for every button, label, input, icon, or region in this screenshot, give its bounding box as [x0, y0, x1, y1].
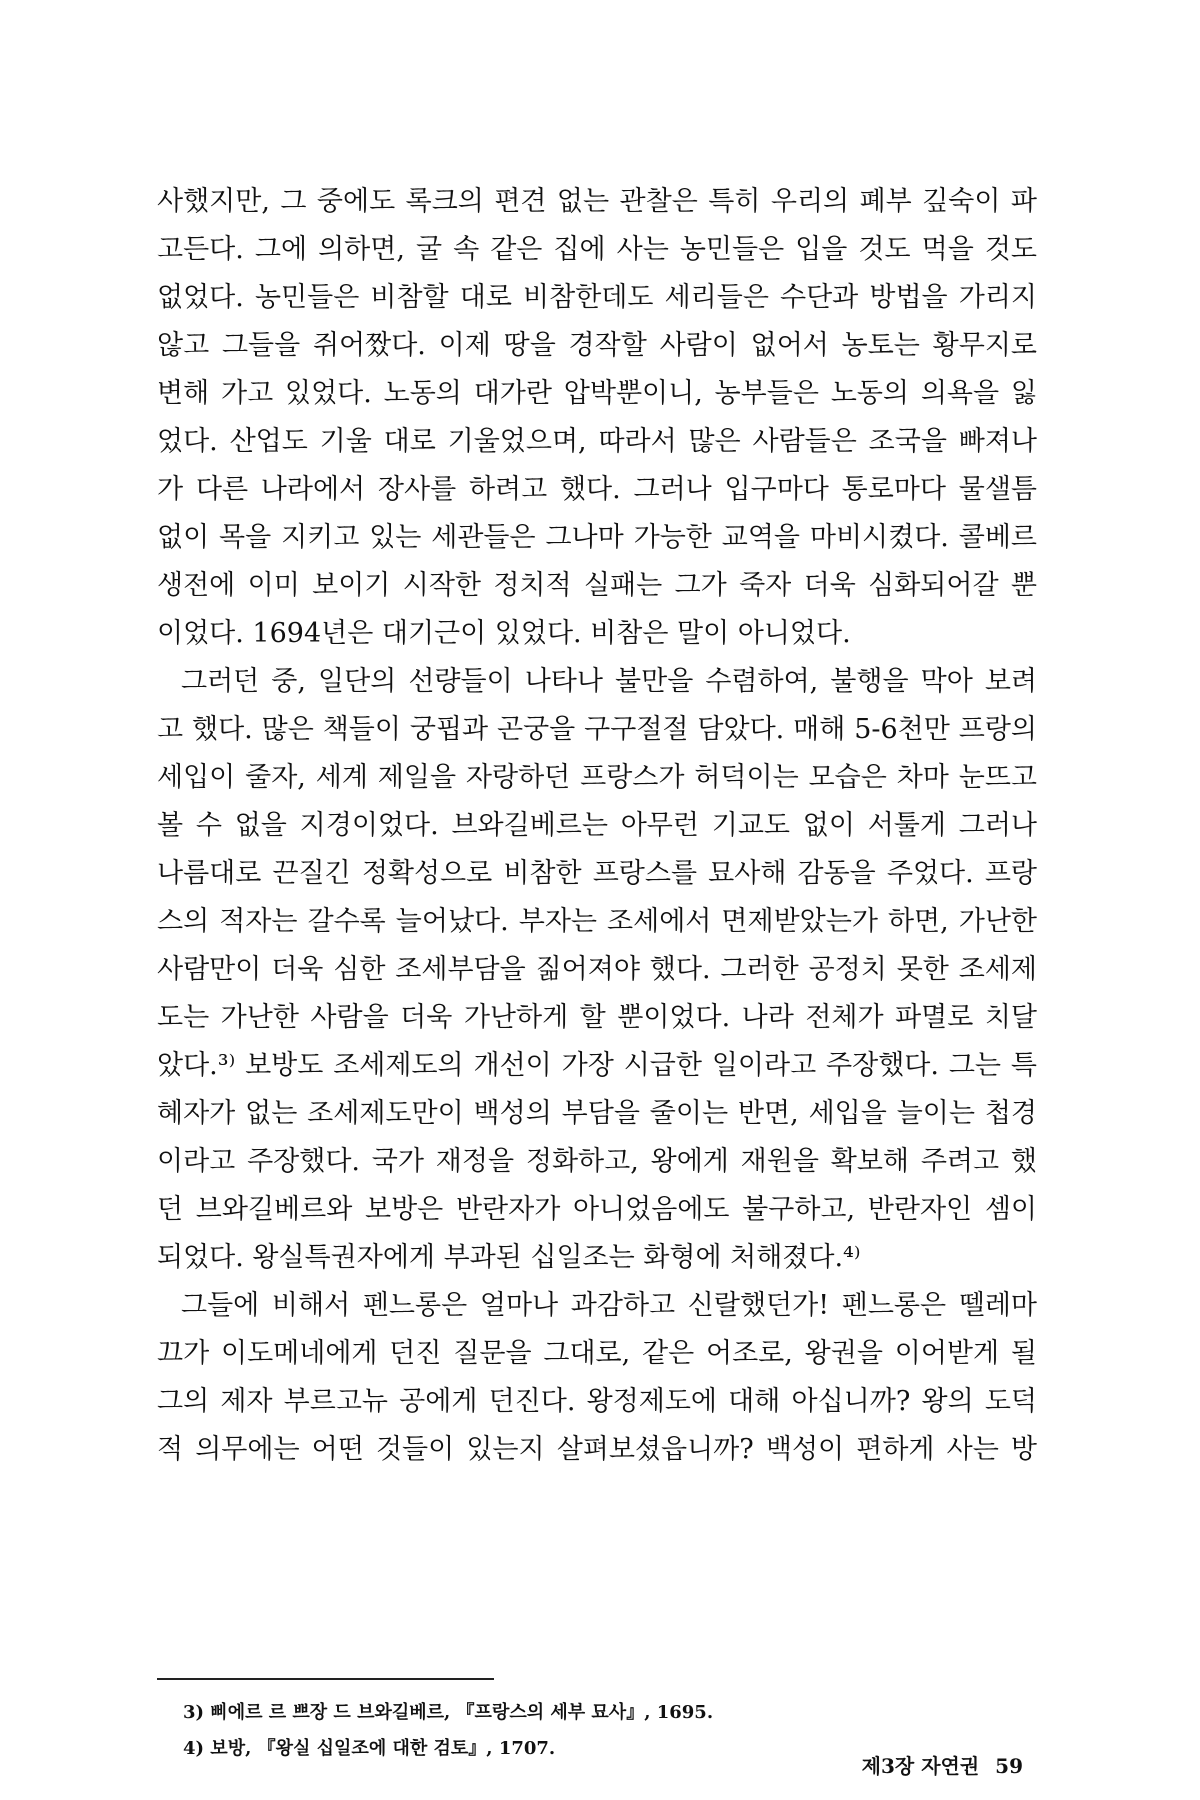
page-number: 59 [995, 1754, 1023, 1778]
text-line: 생전에 이미 보이기 시작한 정치적 실패는 그가 죽자 더욱 심화되어갈 뿐 [157, 570, 1037, 601]
text-line: 스의 적자는 갈수록 늘어났다. 부자는 조세에서 면제받았는가 하면, 가난한 [157, 906, 1037, 937]
text-line: 없었다. 농민들은 비참할 대로 비참한데도 세리들은 수단과 방법을 가리지 [157, 282, 1037, 313]
running-footer [862, 1750, 1023, 1779]
text-line: 나름대로 끈질긴 정확성으로 비참한 프랑스를 묘사해 감동을 주었다. 프랑 [157, 858, 1037, 889]
text-line: 그의 제자 부르고뉴 공에게 던진다. 왕정제도에 대해 아십니까? 왕의 도덕 [157, 1386, 1037, 1417]
footnote-3: 3) 삐에르 르 쁘장 드 브와길베르, 『프랑스의 세부 묘사』, 1695. [183, 1702, 714, 1723]
text-line: 이었다. 1694년은 대기근이 있었다. 비참은 말이 아니었다. [157, 618, 851, 649]
text-line: 세입이 줄자, 세계 제일을 자랑하던 프랑스가 허덕이는 모습은 차마 눈뜨고 [157, 762, 1037, 793]
text-line: 않고 그들을 쥐어짰다. 이제 땅을 경작할 사람이 없어서 농토는 황무지로 [157, 330, 1037, 361]
footnote-4: 4) 보방, 『왕실 십일조에 대한 검토』, 1707. [183, 1738, 556, 1759]
text-line: 그러던 중, 일단의 선량들이 나타나 불만을 수렴하여, 불행을 막아 보려 [181, 666, 1037, 697]
text-line: 변해 가고 있었다. 노동의 대가란 압박뿐이니, 농부들은 노동의 의욕을 잃 [157, 378, 1037, 409]
chapter-title: 제3장 자연권 [861, 1754, 980, 1778]
text-line: 그들에 비해서 펜느롱은 얼마나 과감하고 신랄했던가! 펜느롱은 뗄레마 [181, 1290, 1037, 1321]
text-line: 았다.³⁾ 보방도 조세제도의 개선이 가장 시급한 일이라고 주장했다. 그는 특 [157, 1050, 1037, 1081]
footnote-divider [157, 1678, 494, 1680]
text-line: 혜자가 없는 조세제도만이 백성의 부담을 줄이는 반면, 세입을 늘이는 첩경 [157, 1098, 1037, 1129]
text-line: 고든다. 그에 의하면, 굴 속 같은 집에 사는 농민들은 입을 것도 먹을 것도 [157, 234, 1037, 265]
footnotes [183, 1695, 883, 1767]
text-line: 끄가 이도메네에게 던진 질문을 그대로, 같은 어조로, 왕권을 이어받게 될 [157, 1338, 1037, 1369]
text-line: 고 했다. 많은 책들이 궁핍과 곤궁을 구구절절 담았다. 매해 5-6천만 프랑의 [157, 714, 1037, 745]
text-line: 이라고 주장했다. 국가 재정을 정화하고, 왕에게 재원을 확보해 주려고 했 [157, 1146, 1037, 1177]
text-line: 가 다른 나라에서 장사를 하려고 했다. 그러나 입구마다 통로마다 물샐틈 [157, 474, 1037, 505]
text-line: 없이 목을 지키고 있는 세관들은 그나마 가능한 교역을 마비시켰다. 콜베르 [157, 522, 1037, 553]
text-line: 사했지만, 그 중에도 록크의 편견 없는 관찰은 특히 우리의 폐부 깊숙이 파 [157, 186, 1037, 217]
text-line: 었다. 산업도 기울 대로 기울었으며, 따라서 많은 사람들은 조국을 빠져나 [157, 426, 1037, 457]
text-line: 도는 가난한 사람을 더욱 가난하게 할 뿐이었다. 나라 전체가 파멸로 치달 [157, 1002, 1037, 1033]
text-line: 볼 수 없을 지경이었다. 브와길베르는 아무런 기교도 없이 서툴게 그러나 [157, 810, 1037, 841]
text-line: 사람만이 더욱 심한 조세부담을 짊어져야 했다. 그러한 공정치 못한 조세제 [157, 954, 1037, 985]
text-line: 되었다. 왕실특권자에게 부과된 십일조는 화형에 처해졌다.⁴⁾ [157, 1242, 861, 1273]
text-line: 던 브와길베르와 보방은 반란자가 아니었음에도 불구하고, 반란자인 셈이 [157, 1194, 1037, 1225]
text-line: 적 의무에는 어떤 것들이 있는지 살펴보셨읍니까? 백성이 편하게 사는 방 [157, 1434, 1037, 1465]
body-text [157, 178, 1037, 1474]
